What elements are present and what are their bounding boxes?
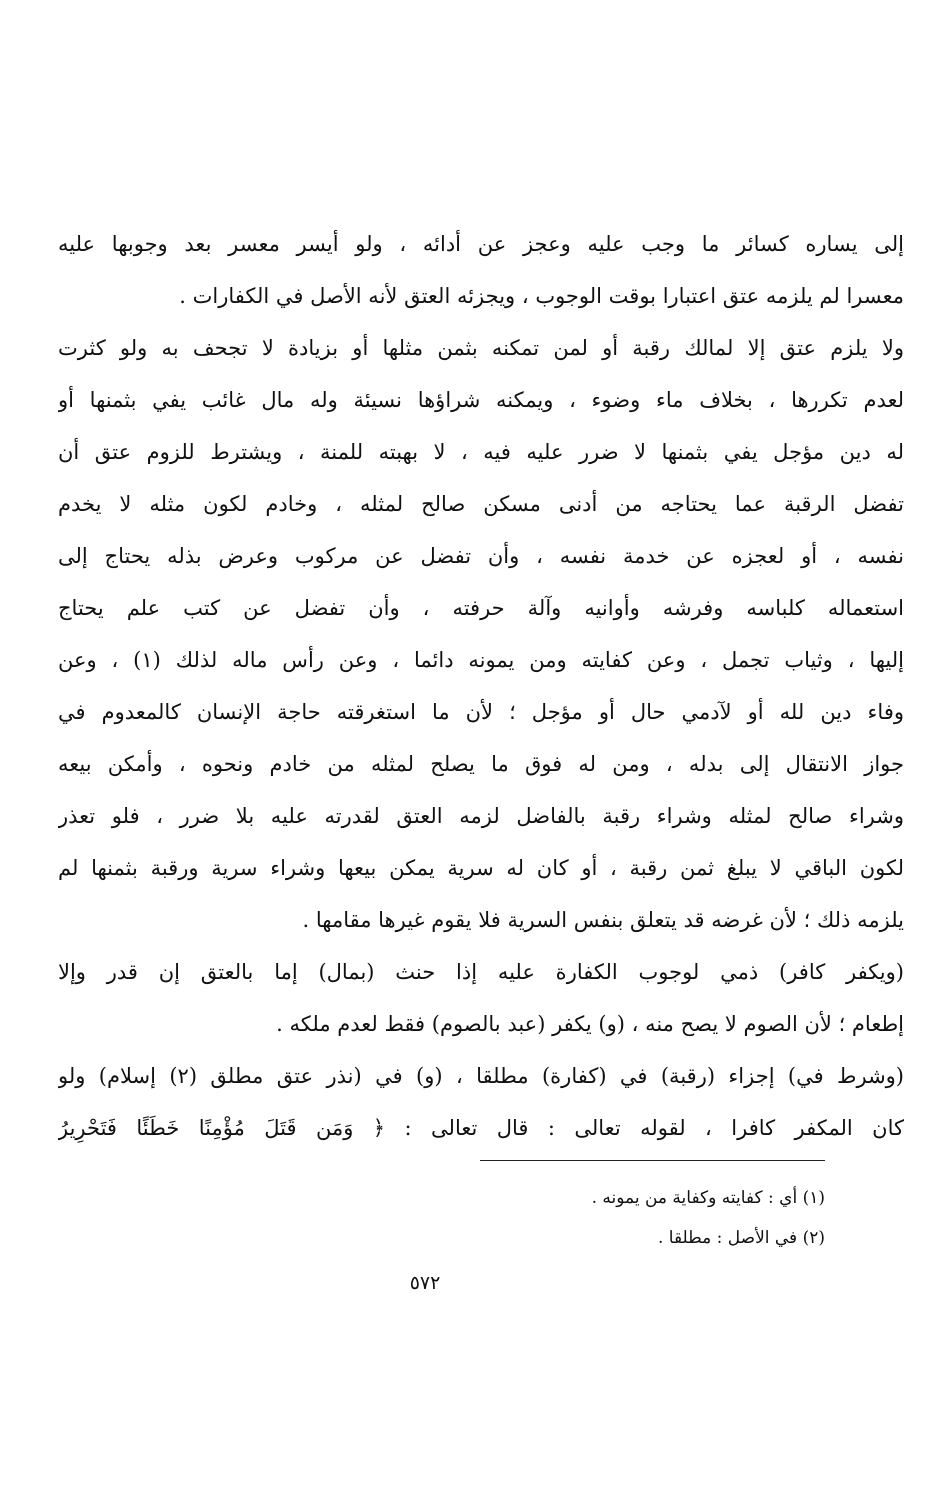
- text-line: ولا يلزم عتق إلا لمالك رقبة أو لمن تمكنه بثمن مثلها أو بزيادة لا تجحف به ولو كثرت: [58, 336, 904, 360]
- footnote-2: (٢) في الأصل : مطلقا .: [657, 1228, 825, 1248]
- text-line: إطعام ؛ لأن الصوم لا يصح منه ، (و) يكفر (عبد بالصوم) فقط لعدم ملكه .: [276, 1012, 904, 1036]
- footnote-1: (١) أي : كفايته وكفاية من يمونه .: [591, 1188, 825, 1208]
- text-line: كان المكفر كافرا ، لقوله تعالى : قال تعالى : ﴿ وَمَن قَتَلَ مُؤْمِنًا خَطَئًا فَتَحْرِيرُ: [58, 1116, 904, 1140]
- text-line: وشراء صالح لمثله وشراء رقبة بالفاضل لزمه العتق لقدرته عليه بلا ضرر ، فلو تعذر: [58, 804, 904, 828]
- text-line: له دين مؤجل يفي بثمنها لا ضرر عليه فيه ، لا بهبته للمنة ، ويشترط للزوم عتق أن: [58, 440, 904, 464]
- text-line: لعدم تكررها ، بخلاف ماء وضوء ، ويمكنه شراؤها نسيئة وله مال غائب يفي بثمنها أو: [58, 388, 904, 412]
- text-line: نفسه ، أو لعجزه عن خدمة نفسه ، وأن تفضل عن مركوب وعرض بذله يحتاج إلى: [58, 544, 904, 568]
- text-line: إلى يساره كسائر ما وجب عليه وعجز عن أدائه ، ولو أيسر معسر بعد وجوبها عليه: [58, 232, 904, 256]
- text-line: يلزمه ذلك ؛ لأن غرضه قد يتعلق بنفس السرية فلا يقوم غيرها مقامها .: [302, 908, 904, 932]
- footnotes-block: [380, 1178, 825, 1258]
- text-line: (وشرط في) إجزاء (رقبة) في (كفارة) مطلقا ، (و) في (نذر عتق مطلق (٢) إسلام) ولو: [58, 1064, 904, 1088]
- main-text-block: [58, 218, 904, 1154]
- text-line: جواز الانتقال إلى بدله ، ومن له فوق ما يصلح لمثله من خادم ونحوه ، وأمكن بيعه: [58, 752, 904, 776]
- text-line: معسرا لم يلزمه عتق اعتبارا بوقت الوجوب ، ويجزئه العتق لأنه الأصل في الكفارات .: [179, 284, 904, 308]
- text-line: (ويكفر كافر) ذمي لوجوب الكفارة عليه إذا حنث (بمال) إما بالعتق إن قدر وإلا: [58, 960, 904, 984]
- text-line: تفضل الرقبة عما يحتاجه من أدنى مسكن صالح لمثله ، وخادم لكون مثله لا يخدم: [58, 492, 904, 516]
- text-line: وفاء دين لله أو لآدمي حال أو مؤجل ؛ لأن ما استغرقته حاجة الإنسان كالمعدوم في: [58, 700, 904, 724]
- text-line: لكون الباقي لا يبلغ ثمن رقبة ، أو كان له سرية يمكن بيعها وشراء سرية ورقبة بثمنها لم: [58, 856, 904, 880]
- page-number: ٥٧٢: [409, 1272, 441, 1294]
- text-line: إليها ، وثياب تجمل ، وعن كفايته ومن يمونه دائما ، وعن رأس ماله لذلك (١) ، وعن: [58, 648, 904, 672]
- text-line: استعماله كلباسه وفرشه وأوانيه وآلة حرفته ، وأن تفضل عن كتب علم يحتاج: [58, 596, 904, 620]
- footnote-divider: [480, 1160, 825, 1161]
